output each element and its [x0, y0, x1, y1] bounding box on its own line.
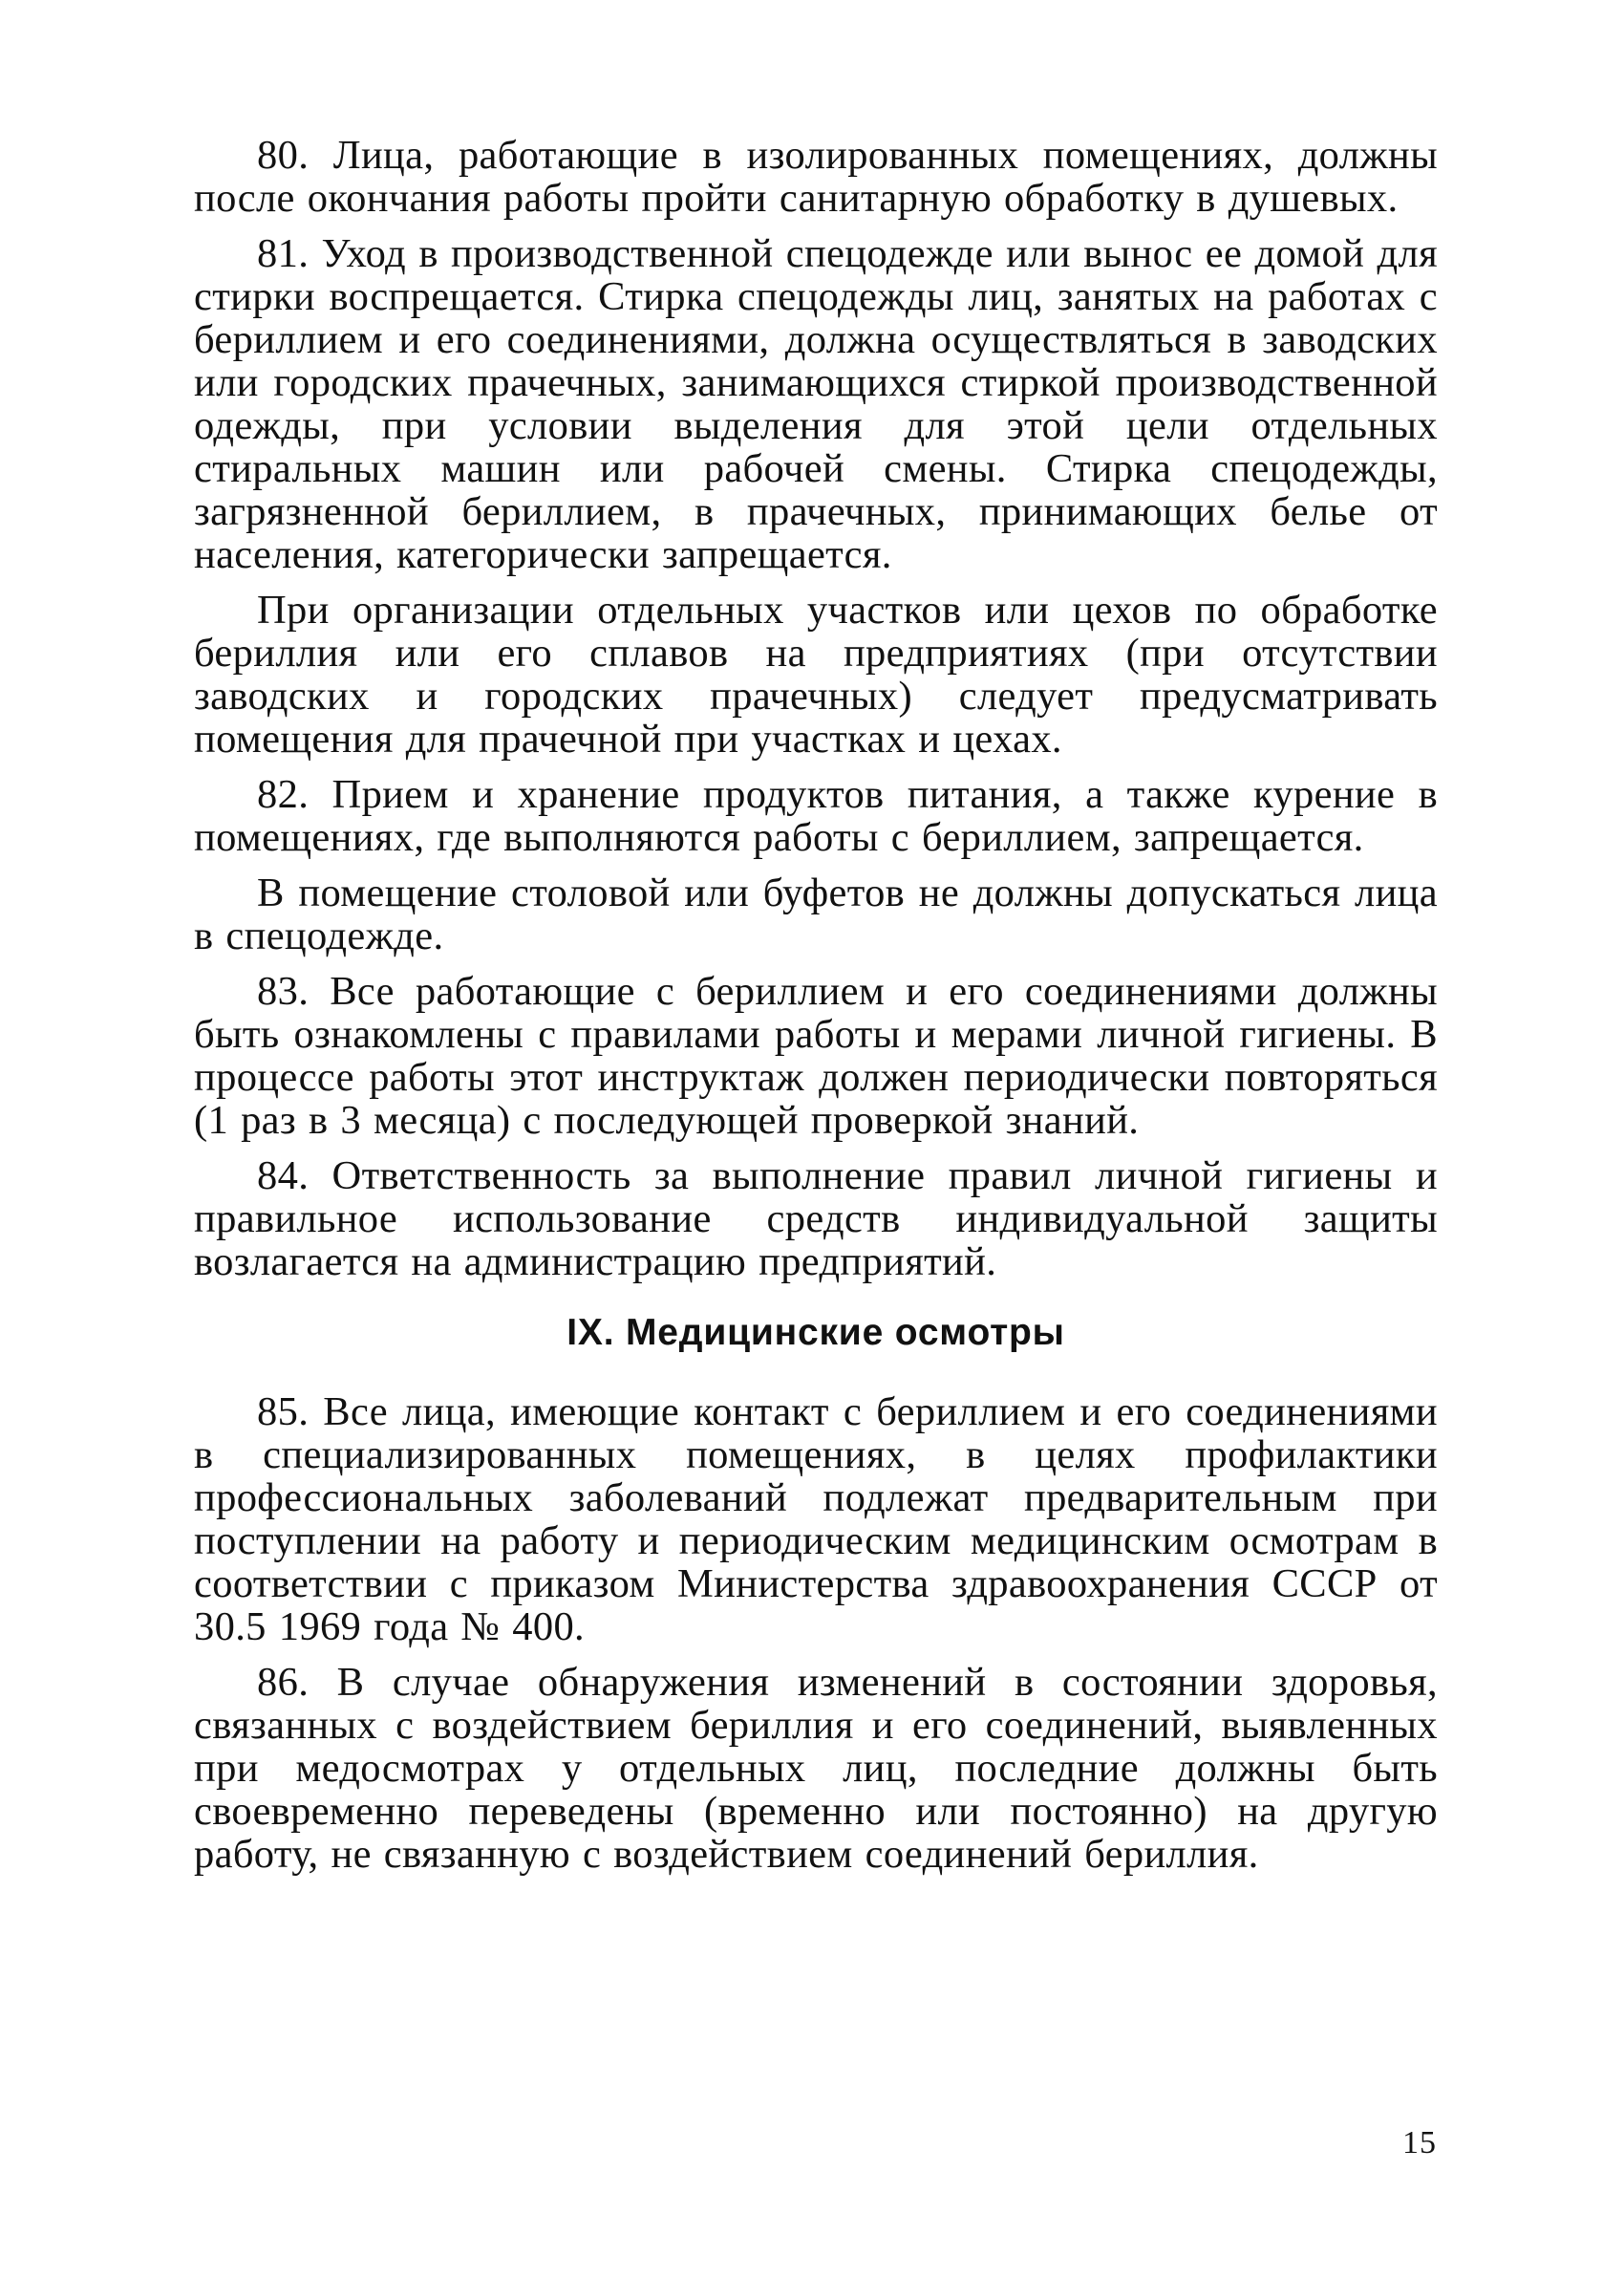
- section-heading: IX. Медицинские осмотры: [566, 1312, 1065, 1353]
- text-column: [194, 134, 1438, 1888]
- page-number: 15: [1402, 2125, 1437, 2161]
- paragraph-82: 82. Прием и хранение продуктов питания, а также курение в помещениях, где выполняются работы с бериллием, запрещается.: [194, 772, 1438, 860]
- paragraph-85: 85. Все лица, имеющие контакт с бериллием и его соединениями в специализированных помещениях, в целях профилактики профессиональных заболеваний подлежат предварительным при поступлении на работу и периодическим медицинским осмотрам в соответствии с приказом Министерства здравоохранения СССР от 30.5 1969 года № 400.: [194, 1389, 1438, 1649]
- paragraph-82-continuation: В помещение столовой или буфетов не должны допускаться лица в спецодежде.: [194, 871, 1438, 958]
- paragraph-80: 80. Лица, работающие в изолированных помещениях, должны после окончания работы пройти санитарную обработку в душевых.: [194, 133, 1438, 221]
- paragraph-81-continuation: При организации отдельных участков или цехов по обработке бериллия или его сплавов на предприятиях (при отсутствии заводских и городских прачечных) следует предусматривать помещения для прачечной при участках и цехах.: [194, 588, 1438, 762]
- paragraph-81: 81. Уход в производственной спецодежде или вынос ее домой для стирки воспрещается. Стирка спецодежды лиц, занятых на работах с бериллием и его соединениями, должна осуществляться в заводских или городских прачечных, занимающихся стиркой производственной одежды, при условии выделения для этой цели отдельных стиральных машин или рабочей смены. Стирка спецодежды, загрязненной бериллием, в прачечных, принимающих белье от населения, категорически запрещается.: [194, 231, 1438, 577]
- paragraph-83: 83. Все работающие с бериллием и его соединениями должны быть ознакомлены с правилами работы и мерами личной гигиены. В процессе работы этот инструктаж должен периодически повторяться (1 раз в 3 месяца) с последующей проверкой знаний.: [194, 969, 1438, 1143]
- paragraph-86: 86. В случае обнаружения изменений в состоянии здоровья, связанных с воздействием бериллия и его соединений, выявленных при медосмотрах у отдельных лиц, последние должны быть своевременно переведены (временно или постоянно) на другую работу, не связанную с воздействием соединений бериллия.: [194, 1660, 1438, 1877]
- paragraph-84: 84. Ответственность за выполнение правил личной гигиены и правильное использование средств индивидуальной защиты возлагается на администрацию предприятий.: [194, 1153, 1438, 1284]
